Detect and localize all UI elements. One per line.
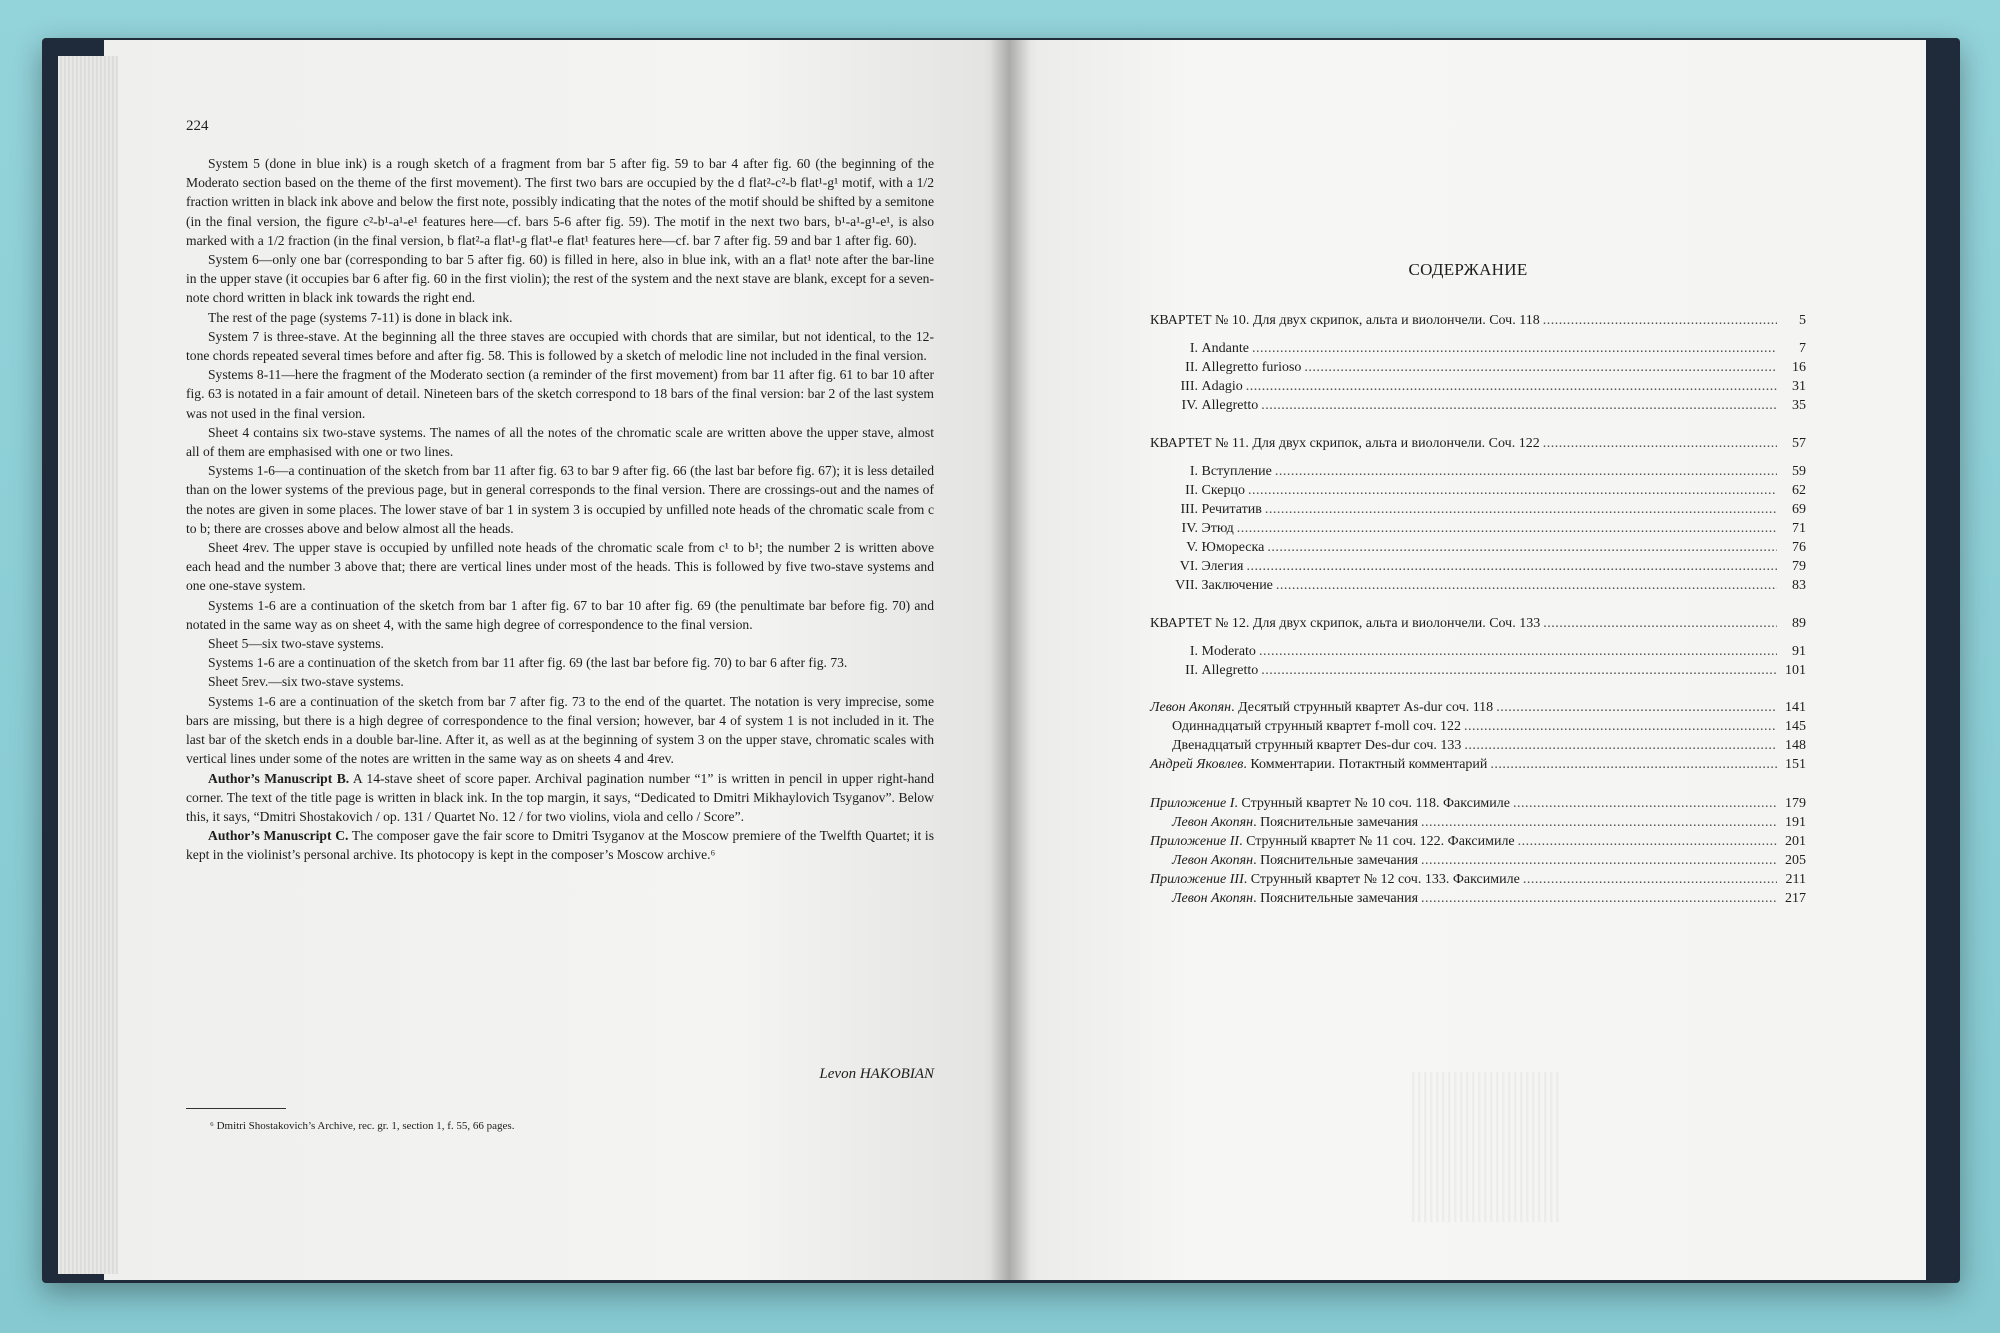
toc-entry: III. Речитатив . . . 69 <box>1150 502 1806 520</box>
paragraph: Author’s Manuscript C. The composer gave the fair score to Dmitri Tsyganov at the Moscow premiere of the Twelfth Quartet; it is kept in the violinist’s personal archive. Its photocopy is kept in the composer’s Moscow archive.⁶ <box>186 828 934 863</box>
toc-entry: III. Adagio . . . 31 <box>1150 379 1806 397</box>
paragraph: Systems 1-6 are a continuation of the sketch from bar 7 after fig. 73 to the end of the quartet. The notation is very imprecise, some bars are missing, but there is a high degree of correspondence to the final version; however, bar 4 of system 1 is not included in it. The last bar of the sketch ends in a double bar-line. After it, as well as at the beginning of system 3 on the upper stave, chromatic scales with vertical lines under some of the notes are written in the same way as on sheets 4 and 4rev. <box>186 693 934 767</box>
toc-entry: КВАРТЕТ № 11. Для двух скрипок, альта и виолончели. Соч. 122 . . . 57 <box>1150 436 1806 454</box>
toc-entry: Левон Акопян . Пояснительные замечания . . . 217 <box>1172 891 1806 909</box>
toc-entry: Левон Акопян . Пояснительные замечания . . . 205 <box>1172 853 1806 871</box>
toc-entry: I. Andante . . . 7 <box>1150 341 1806 359</box>
toc-entry: Приложение II . Струнный квартет № 11 соч. 122. Факсимиле . . . 201 <box>1150 834 1806 852</box>
footnote: ⁶ Dmitri Shostakovich’s Archive, rec. gr. 1, section 1, f. 55, 66 pages. <box>210 1120 515 1132</box>
paragraph: Systems 8-11—here the fragment of the Moderato section (a reminder of the first movement) from bar 11 after fig. 61 to bar 10 after fig. 63 is notated in a fair amount of detail. Nineteen bars of the sketch correspond to 18 bars of the final version: bar 2 of the last system was not used in the final version. <box>186 367 934 421</box>
paragraph: The rest of the page (systems 7-11) is done in black ink. <box>208 309 513 325</box>
paragraph: Author’s Manuscript B. A 14-stave sheet of score paper. Archival pagination number “1” is written in pencil in upper right-hand corner. The text of the title page is written in black ink. In the top margin, it says, “Dedicated to Dmitri Mikhaylovich Tsyganov”. Below this, it says, “Dmitri Shostakovich / op. 131 / Quartet No. 12 / for two violins, viola and cello / Score”. <box>186 770 934 824</box>
paragraph: Sheet 5rev.—six two-stave systems. <box>208 674 404 690</box>
paragraph: Systems 1-6 are a continuation of the sketch from bar 11 after fig. 69 (the last bar before fig. 70) to bar 6 after fig. 73. <box>208 655 848 671</box>
toc-entry: Приложение I . Струнный квартет № 10 соч. 118. Факсимиле . . . 179 <box>1150 796 1806 814</box>
author-signature: Levon HAKOBIAN <box>819 1066 934 1082</box>
paragraph: Sheet 4rev. The upper stave is occupied by unfilled note heads of the chromatic scale from c¹ to b¹; the number 2 is written above each head and the number 3 above that; there are vertical lines under most of the heads. This is followed by five two-stave systems and one one-stave system. <box>186 540 934 594</box>
toc-entry: Левон Акопян . Пояснительные замечания . . . 191 <box>1172 815 1806 833</box>
toc-entry: VI. Элегия . . . 79 <box>1150 559 1806 577</box>
show-through-imprint <box>1412 1072 1560 1222</box>
toc-entry: КВАРТЕТ № 12. Для двух скрипок, альта и виолончели. Соч. 133 . . . 89 <box>1150 616 1806 634</box>
paragraph: System 7 is three-stave. At the beginning all the three staves are occupied with chords that are similar, but not identical, to the 12-tone chords repeated several times before and after fig. 58. This is followed by a sketch of melodic line not included in the final version. <box>186 328 934 364</box>
toc-entry: Двенадцатый струнный квартет Des-dur соч. 133 . . . 148 <box>1172 738 1806 756</box>
paragraph: Sheet 5—six two-stave systems. <box>208 636 384 652</box>
toc-entry: I. Moderato . . . 91 <box>1150 644 1806 662</box>
toc-entry: V. Юмореска . . . 76 <box>1150 540 1806 558</box>
paragraph: System 5 (done in blue ink) is a rough sketch of a fragment from bar 5 after fig. 59 to bar 4 after fig. 60 (the beginning of the Moderato section based on the theme of the first movement). The first two bars are occupied by the d flat²-c²-b flat¹-g¹ motif, with a 1/2 fraction written in black ink above and below the first note, possibly indicating that the notes of the motif should be shifted by a semitone (in the final version, the figure c²-b¹-a¹-e¹ features here—cf. bars 5-6 after fig. 59). The motif in the next two bars, b¹-a¹-g¹-e¹, is also marked with a 1/2 fraction (in the final version, b flat²-a flat¹-g flat¹-e flat¹ features here—cf. bar 7 after fig. 59 and bar 1 after fig. 60). <box>186 156 934 248</box>
toc-entry: I. Вступление . . . 59 <box>1150 464 1806 482</box>
manuscript-heading: Author’s Manuscript C. <box>208 828 349 844</box>
book-gutter <box>990 40 1030 1280</box>
commentary-text <box>186 154 934 865</box>
manuscript-heading: Author’s Manuscript B. <box>208 770 350 786</box>
footnote-rule <box>186 1108 286 1109</box>
contents-title: СОДЕРЖАНИЕ <box>1408 260 1528 279</box>
toc-entry: IV. Этюд . . . 71 <box>1150 521 1806 539</box>
toc-entry: II. Allegretto . . . 101 <box>1150 663 1806 681</box>
page-block-edges <box>58 56 118 1274</box>
toc-entry: II. Скерцо . . . 62 <box>1150 483 1806 501</box>
paragraph: Systems 1-6—a continuation of the sketch from bar 11 after fig. 63 to bar 9 after fig. 66 (the last bar before fig. 67); it is less detailed than on the lower systems of the previous page, but in general corresponds to the final version. There are crossings-out and the names of the notes are given in some places. The lower stave of bar 1 in system 3 is occupied by unfilled note heads of the chromatic scale from c to b; there are crosses above and below almost all the heads. <box>186 463 934 536</box>
paragraph: Sheet 4 contains six two-stave systems. The names of all the notes of the chromatic scale are written above the upper stave, almost all of them are emphasised with one or two lines. <box>186 424 934 460</box>
toc-entry: Андрей Яковлев . Комментарии. Потактный комментарий . . . 151 <box>1150 757 1806 775</box>
toc-entry: IV. Allegretto . . . 35 <box>1150 398 1806 416</box>
toc-entry: Левон Акопян . Десятый струнный квартет As-dur соч. 118 . . . 141 <box>1150 700 1806 718</box>
paragraph: System 6—only one bar (corresponding to bar 5 after fig. 60) is filled in here, also in blue ink, with an a flat¹ note after the bar-line in the upper stave (it occupies bar 6 after fig. 60 in the first violin); the rest of the system and the next stave are blank, except for a seven-note chord written in black ink towards the right end. <box>186 252 934 306</box>
toc-entry: Приложение III . Струнный квартет № 12 соч. 133. Факсимиле . . . 211 <box>1150 872 1806 890</box>
page-number: 224 <box>186 118 209 134</box>
paragraph: Systems 1-6 are a continuation of the sketch from bar 1 after fig. 67 to bar 10 after fig. 69 (the penultimate bar before fig. 70) and notated in the same way as on sheet 4, with the same high degree of correspondence to the final version. <box>186 597 934 632</box>
toc-entry: VII. Заключение . . . 83 <box>1150 578 1806 596</box>
toc-entry: Одиннадцатый струнный квартет f-moll соч. 122 . . . 145 <box>1172 719 1806 737</box>
toc-entry: II. Allegretto furioso . . . 16 <box>1150 360 1806 378</box>
toc-entry: КВАРТЕТ № 10. Для двух скрипок, альта и виолончели. Соч. 118 . . . 5 <box>1150 313 1806 331</box>
